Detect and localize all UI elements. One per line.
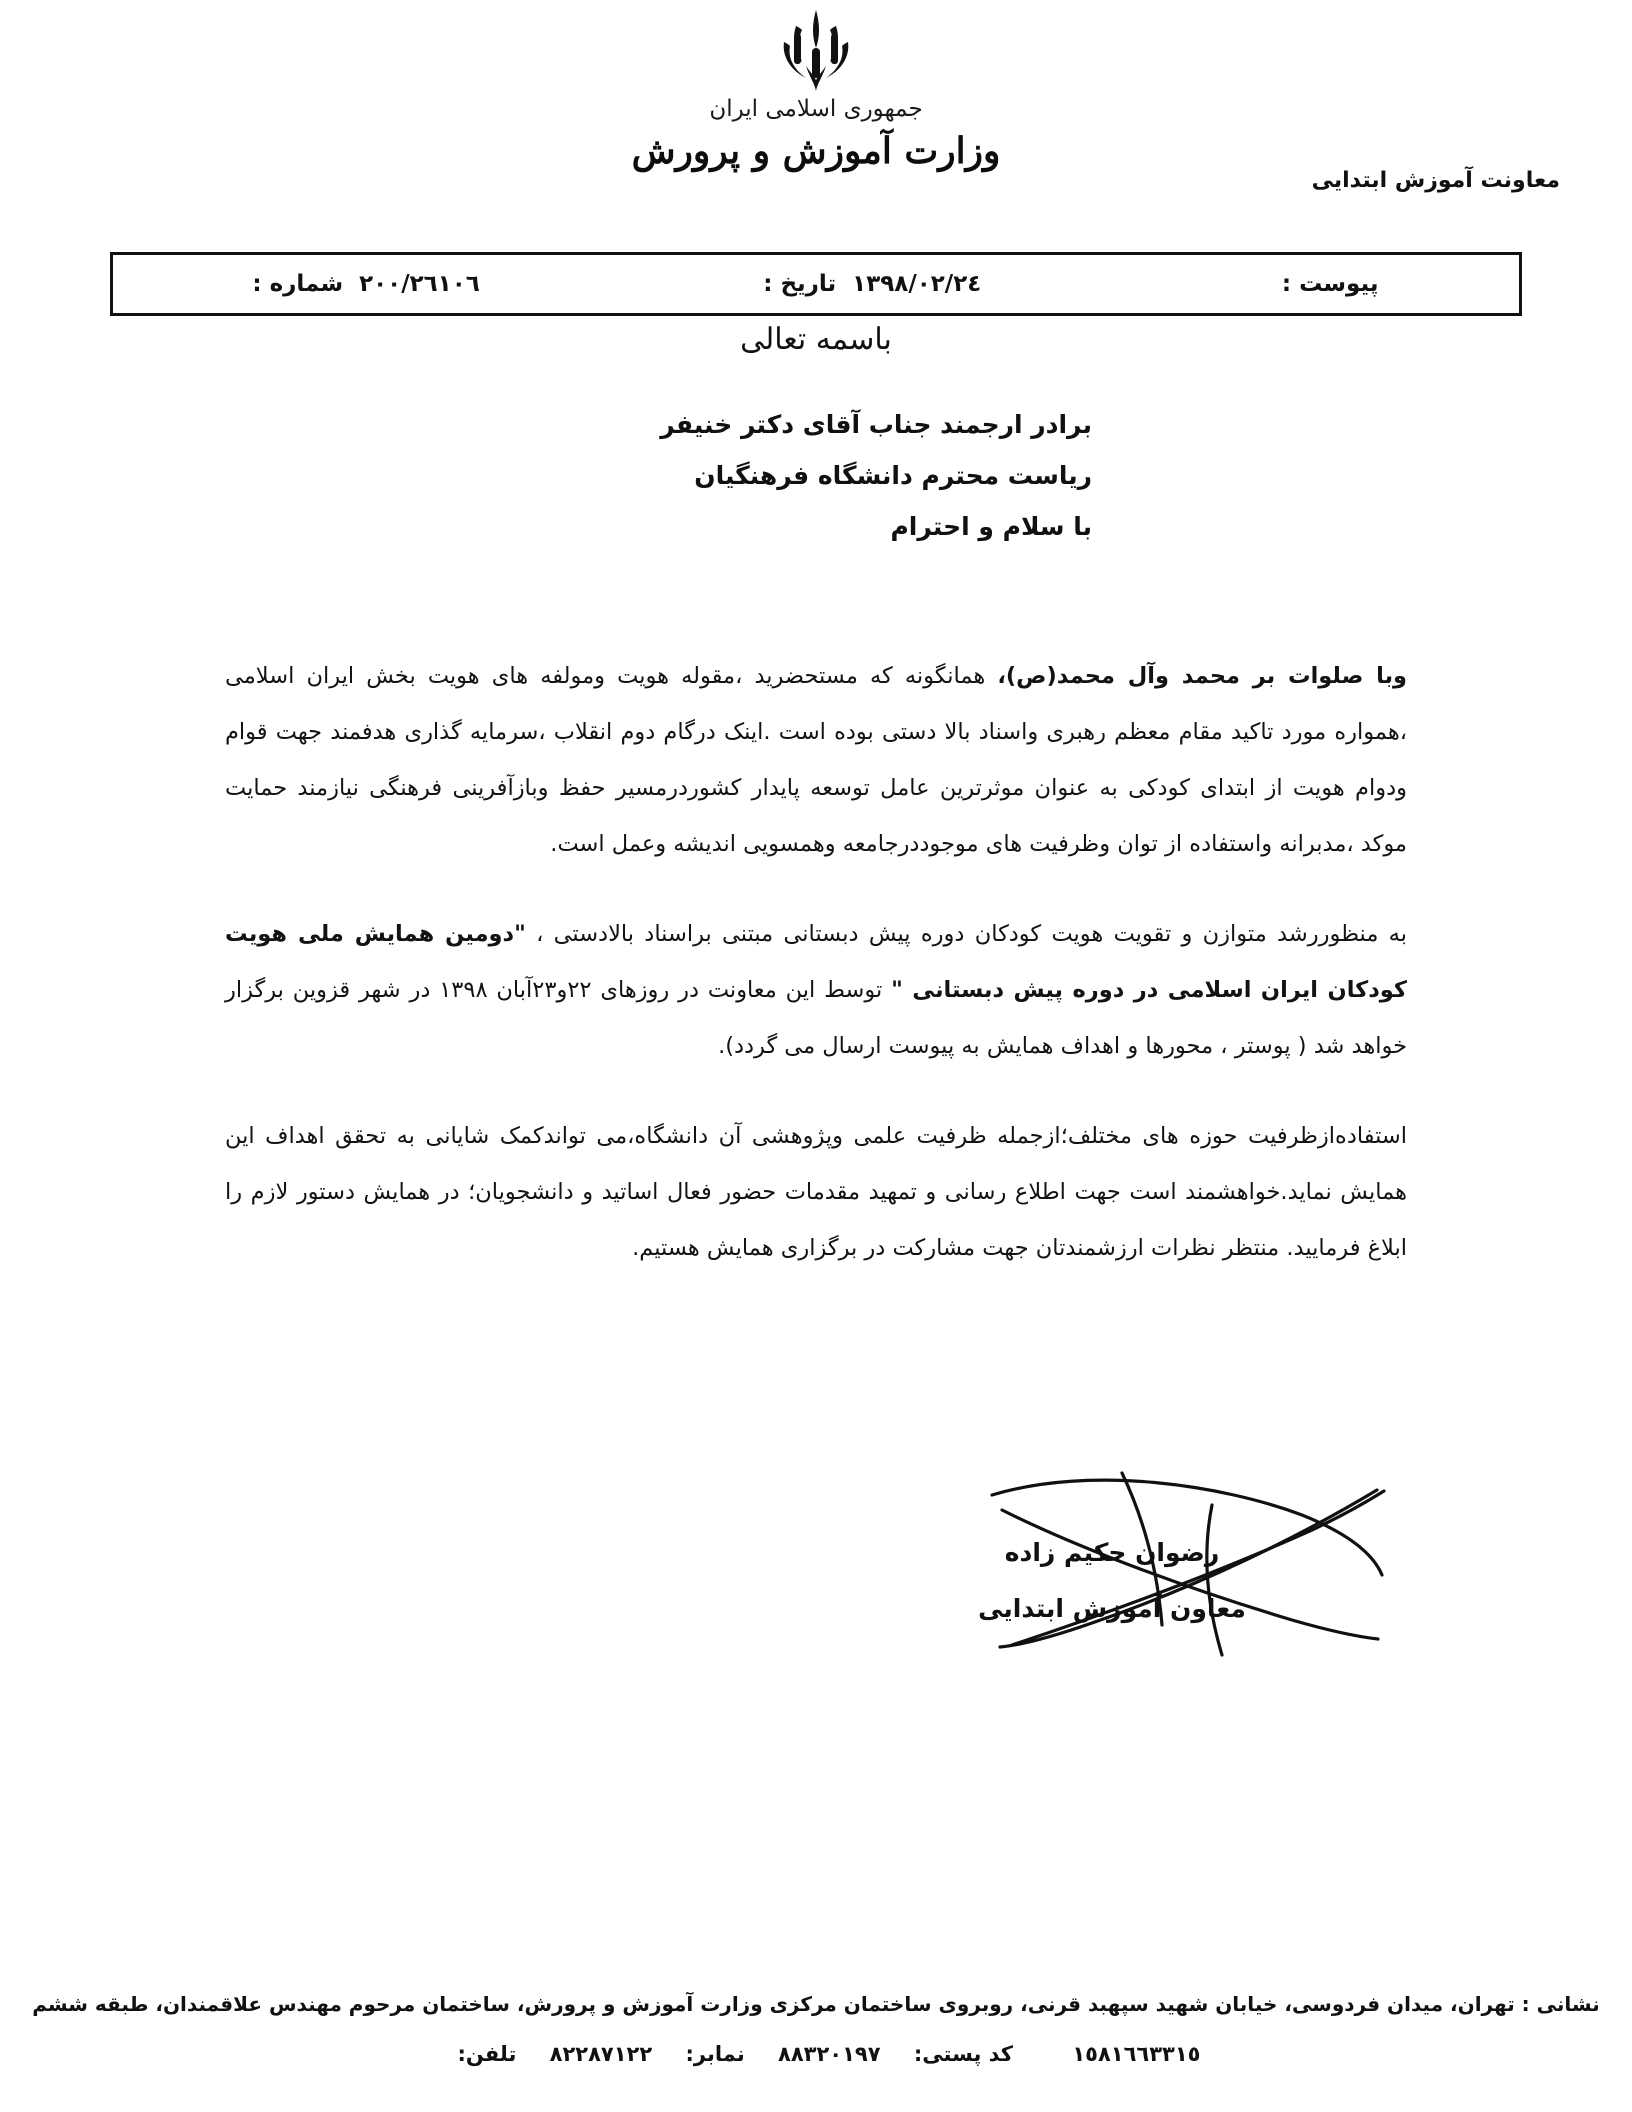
number-label: شماره : [252,271,344,297]
paragraph-2 [225,906,1407,1074]
phone-label: تلفن: [457,2042,517,2066]
phone-value: ٨٢٢٨٧١٢٢ [549,2042,653,2066]
footer-address: نشانی : تهران، میدان فردوسی، خیابان شهید سپهبد قرنی، روبروی ساختمان مرکزی وزارت آموزش و پرورش، ساختمان مرحوم مهندس علاقمندان، طبقه ششم [32,1992,1600,2016]
signature-block [902,1525,1322,1637]
date-field [619,255,1125,313]
org-name-line2: وزارت آموزش و پرورش [631,130,1001,172]
fax-label: نمابر: [685,2042,745,2066]
emblem-block [601,8,1031,172]
paragraph-2-start: به منظوررشد متوازن و تقویت هویت کودکان دوره پیش دبستانی مبتنی براسناد بالادستی ، [525,920,1407,947]
basmala: باسمه تعالی [740,322,892,357]
org-name-line1: جمهوری اسلامی ایران [709,96,923,122]
iran-emblem-icon [601,8,1031,94]
footer-contacts [0,2042,1632,2066]
paragraph-2-bold: "دومین همایش ملی هویت کودکان ایران اسلامی در دوره پیش دبستانی " [225,920,1408,1003]
letter-header [0,0,1632,250]
paragraph-2-end: توسط این معاونت در روزهای ٢٢و٢٣آبان ١٣٩٨ در شهر قزوین برگزار خواهد شد ( پوستر ، محورها و اهداف همایش به پیوست ارسال می گردد). [225,976,1407,1059]
letter-footer [0,1992,1632,2066]
date-label: تاریخ : [763,271,837,297]
number-field [113,255,619,313]
attachment-label: پیوست : [1281,271,1379,297]
number-value: ٢٠٠/٢٦١٠٦ [359,271,480,297]
addressee-block [0,410,1632,563]
department-title: معاونت آموزش ابتدایی [1311,168,1560,193]
postal-code [1046,2042,1200,2066]
fax-value: ٨٨٣٢٠١٩٧ [778,2042,881,2066]
signatory-role: معاون آموزش ابتدایی [978,1594,1246,1623]
paragraph-1-bold: وبا صلوات بر محمد وآل محمد(ص)، [997,662,1408,689]
postal-label: کد پستی: [913,2042,1014,2066]
paragraph-1 [225,648,1407,872]
signatory-name: رضوان حکیم زاده [1004,1538,1220,1567]
postal-value: ١٥٨١٦٦٣٣١٥ [1072,2042,1201,2066]
date-value: ١٣٩٨/٠٢/٢٤ [852,271,982,297]
addressee-line-1: برادر ارجمند جناب آقای دکتر خنیفر [660,410,1092,439]
addressee-line-3: با سلام و احترام [890,512,1092,541]
paragraph-3: استفاده‌ازظرفیت حوزه های مختلف؛ازجمله ظرفیت علمی وپژوهشی آن دانشگاه،می تواندکمک شایانی به تحقق اهداف این همایش نماید.خواهشمند است جهت اطلاع رسانی و تمهید مقدمات حضور فعال اساتید و دانشجویان؛ در همایش دستور لازم را ابلاغ فرمایید. منتظر نظرات ارزشمندتان جهت مشارکت در برگزاری همایش هستیم. [225,1122,1407,1261]
addressee-line-2: ریاست محترم دانشگاه فرهنگیان [694,461,1092,490]
attachment-field [1125,255,1519,313]
paragraph-1-text: همانگونه که مستحضرید ،مقوله هویت ومولفه های هویت بخش ایران اسلامی ،همواره مورد تاکید مقام معظم رهبری واسناد بالا دستی بوده است .اینک درگام دوم انقلاب ،سرمایه گذاری هدفمند جهت قوام ودوام هویت از ابتدای کودکی به عنوان موثرترین عامل توسعه پایدار کشوردرمسیر حفظ وبازآفرینی فرهنگی نیازمند حمایت موکد ،مدبرانه واستفاده از توان وظرفیت های موجوددرجامعه وهمسویی اندیشه وعمل است. [225,662,1407,857]
letter-meta-bar [110,252,1522,316]
letter-body [225,625,1407,1310]
